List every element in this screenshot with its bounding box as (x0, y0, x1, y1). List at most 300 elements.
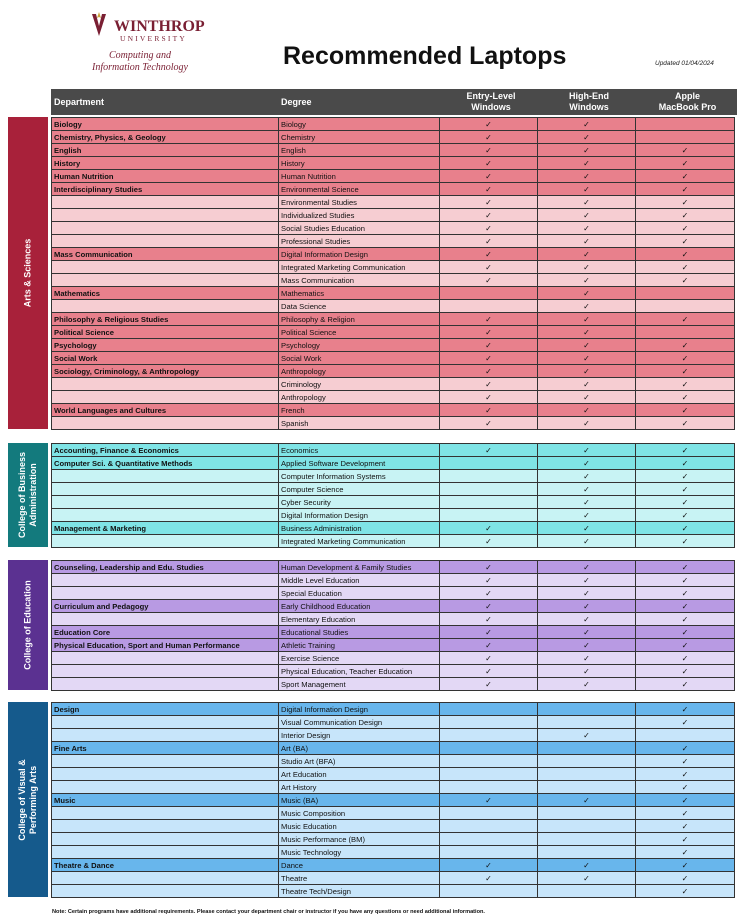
college-name-line2: Administration (28, 463, 38, 527)
check-icon: ✓ (681, 275, 689, 285)
entry-level-windows-cell (440, 144, 538, 157)
high-end-windows-cell (538, 833, 636, 846)
table-row (52, 665, 735, 678)
high-end-windows-cell (538, 326, 636, 339)
check-icon: ✓ (583, 392, 590, 402)
degree-cell: Cyber Security (279, 496, 440, 509)
check-icon: ✓ (681, 536, 689, 546)
department-cell (52, 235, 279, 248)
entry-level-windows-cell (440, 235, 538, 248)
high-end-windows-cell (538, 483, 636, 496)
degree-cell: Computer Information Systems (279, 470, 440, 483)
apple-macbook-pro-cell (636, 157, 735, 170)
entry-level-windows-cell (440, 522, 538, 535)
check-icon: ✓ (681, 262, 689, 272)
high-end-windows-cell (538, 496, 636, 509)
entry-level-windows-cell (440, 170, 538, 183)
department-cell (52, 483, 279, 496)
entry-level-windows-cell (440, 209, 538, 222)
check-icon: ✓ (681, 704, 689, 714)
table-row (52, 391, 735, 404)
department-cell: Chemistry, Physics, & Geology (52, 131, 279, 144)
department-cell (52, 885, 279, 898)
check-icon: ✓ (681, 210, 689, 220)
apple-macbook-pro-cell (636, 703, 735, 716)
check-icon: ✓ (583, 614, 590, 624)
department-cell: World Languages and Cultures (52, 404, 279, 417)
college-name: College of Education (22, 580, 33, 670)
check-icon: ✓ (681, 640, 689, 650)
apple-macbook-pro-cell (636, 352, 735, 365)
degree-cell: Art Education (279, 768, 440, 781)
degree-cell: Psychology (279, 339, 440, 352)
check-icon: ✓ (485, 562, 492, 572)
apple-macbook-pro-cell (636, 235, 735, 248)
check-icon: ✓ (681, 666, 689, 676)
degree-cell: Elementary Education (279, 613, 440, 626)
department-cell: Music (52, 794, 279, 807)
check-icon: ✓ (681, 418, 689, 428)
degree-cell: Music (BA) (279, 794, 440, 807)
department-cell (52, 872, 279, 885)
check-icon: ✓ (583, 679, 590, 689)
department-cell: Philosophy & Religious Studies (52, 313, 279, 326)
apple-macbook-pro-cell (636, 768, 735, 781)
department-cell (52, 535, 279, 548)
entry-level-windows-cell (440, 561, 538, 574)
table-row (52, 859, 735, 872)
department-cell: Interdisciplinary Studies (52, 183, 279, 196)
department-cell (52, 574, 279, 587)
entry-level-windows-cell (440, 417, 538, 430)
college-table (51, 560, 735, 691)
table-row (52, 652, 735, 665)
high-end-windows-cell (538, 652, 636, 665)
degree-cell: Applied Software Development (279, 457, 440, 470)
updated-date: Updated 01/04/2024 (655, 60, 714, 67)
table-row (52, 872, 735, 885)
check-icon: ✓ (583, 353, 590, 363)
entry-level-windows-cell (440, 807, 538, 820)
degree-cell: Music Performance (BM) (279, 833, 440, 846)
check-icon: ✓ (485, 145, 492, 155)
check-icon: ✓ (681, 405, 689, 415)
entry-level-windows-cell (440, 391, 538, 404)
degree-cell: Digital Information Design (279, 509, 440, 522)
logo-subtitle-line1: Computing and (109, 50, 171, 61)
entry-level-windows-cell (440, 509, 538, 522)
check-icon: ✓ (485, 666, 492, 676)
department-cell: Accounting, Finance & Economics (52, 444, 279, 457)
entry-level-windows-cell (440, 131, 538, 144)
table-row (52, 444, 735, 457)
apple-macbook-pro-cell (636, 600, 735, 613)
entry-level-windows-cell (440, 300, 538, 313)
check-icon: ✓ (681, 847, 689, 857)
check-icon: ✓ (681, 808, 689, 818)
high-end-windows-cell (538, 626, 636, 639)
apple-macbook-pro-cell (636, 378, 735, 391)
check-icon: ✓ (583, 523, 590, 533)
apple-macbook-pro-cell (636, 678, 735, 691)
check-icon: ✓ (681, 523, 689, 533)
check-icon: ✓ (583, 873, 590, 883)
college-band (8, 560, 48, 690)
department-cell (52, 391, 279, 404)
high-end-windows-cell (538, 613, 636, 626)
degree-cell: Philosophy & Religion (279, 313, 440, 326)
department-cell (52, 417, 279, 430)
degree-cell: Art (BA) (279, 742, 440, 755)
table-row (52, 457, 735, 470)
high-end-windows-cell (538, 781, 636, 794)
high-end-windows-cell (538, 339, 636, 352)
check-icon: ✓ (681, 145, 689, 155)
table-row (52, 535, 735, 548)
department-cell: English (52, 144, 279, 157)
check-icon: ✓ (583, 288, 590, 298)
degree-cell: Social Work (279, 352, 440, 365)
table-row (52, 157, 735, 170)
department-cell: Curriculum and Pedagogy (52, 600, 279, 613)
high-end-windows-cell (538, 157, 636, 170)
apple-macbook-pro-cell (636, 716, 735, 729)
degree-cell: Music Education (279, 820, 440, 833)
apple-macbook-pro-cell (636, 144, 735, 157)
check-icon: ✓ (681, 158, 689, 168)
high-end-windows-cell (538, 365, 636, 378)
logo-subtitle-line2: Information Technology (91, 62, 188, 73)
check-icon: ✓ (583, 510, 590, 520)
entry-level-windows-cell (440, 365, 538, 378)
entry-level-windows-cell (440, 483, 538, 496)
check-icon: ✓ (485, 158, 492, 168)
apple-macbook-pro-cell (636, 404, 735, 417)
high-end-windows-cell (538, 222, 636, 235)
check-icon: ✓ (583, 275, 590, 285)
degree-cell: Anthropology (279, 391, 440, 404)
high-end-windows-cell (538, 417, 636, 430)
check-icon: ✓ (681, 249, 689, 259)
check-icon: ✓ (485, 536, 492, 546)
high-end-windows-cell (538, 248, 636, 261)
check-icon: ✓ (681, 886, 689, 896)
high-end-windows-cell (538, 196, 636, 209)
department-cell (52, 665, 279, 678)
entry-level-windows-cell (440, 261, 538, 274)
apple-macbook-pro-cell (636, 820, 735, 833)
high-end-windows-cell (538, 170, 636, 183)
table-row (52, 820, 735, 833)
college-band (8, 702, 48, 897)
column-header-entry-line1: Entry-Level (466, 91, 516, 101)
entry-level-windows-cell (440, 872, 538, 885)
check-icon: ✓ (485, 640, 492, 650)
degree-cell: Middle Level Education (279, 574, 440, 587)
department-cell (52, 781, 279, 794)
check-icon: ✓ (681, 575, 689, 585)
department-cell (52, 196, 279, 209)
high-end-windows-cell (538, 755, 636, 768)
degree-cell: Early Childhood Education (279, 600, 440, 613)
table-header (51, 89, 737, 115)
check-icon: ✓ (583, 327, 590, 337)
apple-macbook-pro-cell (636, 807, 735, 820)
department-cell (52, 729, 279, 742)
check-icon: ✓ (583, 301, 590, 311)
check-icon: ✓ (681, 392, 689, 402)
entry-level-windows-cell (440, 222, 538, 235)
table-row (52, 183, 735, 196)
high-end-windows-cell (538, 457, 636, 470)
check-icon: ✓ (583, 458, 590, 468)
table-row (52, 483, 735, 496)
table-row (52, 118, 735, 131)
department-cell (52, 846, 279, 859)
high-end-windows-cell (538, 716, 636, 729)
apple-macbook-pro-cell (636, 522, 735, 535)
entry-level-windows-cell (440, 639, 538, 652)
degree-cell: Mass Communication (279, 274, 440, 287)
high-end-windows-cell (538, 859, 636, 872)
table-row (52, 626, 735, 639)
apple-macbook-pro-cell (636, 209, 735, 222)
entry-level-windows-cell (440, 820, 538, 833)
table-row (52, 144, 735, 157)
apple-macbook-pro-cell (636, 118, 735, 131)
table-row (52, 313, 735, 326)
check-icon: ✓ (583, 132, 590, 142)
table-row (52, 703, 735, 716)
apple-macbook-pro-cell (636, 131, 735, 144)
check-icon: ✓ (681, 445, 689, 455)
table-row (52, 807, 735, 820)
apple-macbook-pro-cell (636, 326, 735, 339)
apple-macbook-pro-cell (636, 365, 735, 378)
table-row (52, 209, 735, 222)
entry-level-windows-cell (440, 613, 538, 626)
apple-macbook-pro-cell (636, 339, 735, 352)
apple-macbook-pro-cell (636, 196, 735, 209)
column-header-high-line1: High-End (569, 91, 609, 101)
check-icon: ✓ (681, 184, 689, 194)
degree-cell: Exercise Science (279, 652, 440, 665)
department-cell: Physical Education, Sport and Human Performance (52, 639, 279, 652)
apple-macbook-pro-cell (636, 274, 735, 287)
high-end-windows-cell (538, 261, 636, 274)
department-cell: Theatre & Dance (52, 859, 279, 872)
high-end-windows-cell (538, 600, 636, 613)
apple-macbook-pro-cell (636, 300, 735, 313)
high-end-windows-cell (538, 144, 636, 157)
entry-level-windows-cell (440, 859, 538, 872)
check-icon: ✓ (583, 405, 590, 415)
entry-level-windows-cell (440, 755, 538, 768)
degree-cell: Integrated Marketing Communication (279, 261, 440, 274)
check-icon: ✓ (583, 653, 590, 663)
apple-macbook-pro-cell (636, 587, 735, 600)
department-cell (52, 768, 279, 781)
entry-level-windows-cell (440, 729, 538, 742)
check-icon: ✓ (485, 353, 492, 363)
entry-level-windows-cell (440, 457, 538, 470)
high-end-windows-cell (538, 794, 636, 807)
degree-cell: Music Technology (279, 846, 440, 859)
department-cell (52, 496, 279, 509)
degree-cell: Environmental Science (279, 183, 440, 196)
check-icon: ✓ (485, 223, 492, 233)
department-cell (52, 678, 279, 691)
check-icon: ✓ (681, 873, 689, 883)
degree-cell: Professional Studies (279, 235, 440, 248)
check-icon: ✓ (485, 614, 492, 624)
check-icon: ✓ (583, 497, 590, 507)
check-icon: ✓ (583, 197, 590, 207)
table-row (52, 574, 735, 587)
table-row (52, 742, 735, 755)
check-icon: ✓ (681, 484, 689, 494)
check-icon: ✓ (681, 782, 689, 792)
degree-cell: Digital Information Design (279, 248, 440, 261)
table-row (52, 639, 735, 652)
entry-level-windows-cell (440, 313, 538, 326)
apple-macbook-pro-cell (636, 859, 735, 872)
high-end-windows-cell (538, 444, 636, 457)
high-end-windows-cell (538, 678, 636, 691)
apple-macbook-pro-cell (636, 287, 735, 300)
high-end-windows-cell (538, 587, 636, 600)
department-cell: Sociology, Criminology, & Anthropology (52, 365, 279, 378)
entry-level-windows-cell (440, 587, 538, 600)
department-cell (52, 509, 279, 522)
apple-macbook-pro-cell (636, 781, 735, 794)
high-end-windows-cell (538, 470, 636, 483)
check-icon: ✓ (583, 145, 590, 155)
table-row (52, 885, 735, 898)
column-header-apple-line1: Apple (674, 91, 700, 101)
check-icon: ✓ (583, 666, 590, 676)
check-icon: ✓ (485, 627, 492, 637)
department-cell (52, 716, 279, 729)
check-icon: ✓ (681, 236, 689, 246)
high-end-windows-cell (538, 509, 636, 522)
entry-level-windows-cell (440, 535, 538, 548)
table-row (52, 261, 735, 274)
department-cell (52, 300, 279, 313)
high-end-windows-cell (538, 391, 636, 404)
check-icon: ✓ (485, 132, 492, 142)
entry-level-windows-cell (440, 352, 538, 365)
entry-level-windows-cell (440, 665, 538, 678)
check-icon: ✓ (485, 379, 492, 389)
table-row (52, 470, 735, 483)
check-icon: ✓ (485, 314, 492, 324)
high-end-windows-cell (538, 404, 636, 417)
entry-level-windows-cell (440, 287, 538, 300)
degree-cell: Special Education (279, 587, 440, 600)
high-end-windows-cell (538, 846, 636, 859)
degree-cell: English (279, 144, 440, 157)
check-icon: ✓ (681, 510, 689, 520)
check-icon: ✓ (583, 158, 590, 168)
entry-level-windows-cell (440, 470, 538, 483)
entry-level-windows-cell (440, 794, 538, 807)
apple-macbook-pro-cell (636, 261, 735, 274)
entry-level-windows-cell (440, 196, 538, 209)
department-cell (52, 222, 279, 235)
check-icon: ✓ (583, 588, 590, 598)
high-end-windows-cell (538, 807, 636, 820)
apple-macbook-pro-cell (636, 794, 735, 807)
apple-macbook-pro-cell (636, 665, 735, 678)
degree-cell: Anthropology (279, 365, 440, 378)
department-cell (52, 587, 279, 600)
high-end-windows-cell (538, 639, 636, 652)
college-name (17, 759, 39, 840)
entry-level-windows-cell (440, 678, 538, 691)
apple-macbook-pro-cell (636, 170, 735, 183)
apple-macbook-pro-cell (636, 755, 735, 768)
table-row (52, 522, 735, 535)
department-cell: Counseling, Leadership and Edu. Studies (52, 561, 279, 574)
apple-macbook-pro-cell (636, 729, 735, 742)
apple-macbook-pro-cell (636, 248, 735, 261)
column-header-apple-line2: MacBook Pro (658, 102, 717, 112)
high-end-windows-cell (538, 703, 636, 716)
check-icon: ✓ (485, 795, 492, 805)
degree-cell: Physical Education, Teacher Education (279, 665, 440, 678)
winthrop-crest-icon (90, 12, 108, 38)
college-name-line2: Performing Arts (28, 765, 38, 834)
college-name (17, 452, 39, 538)
check-icon: ✓ (485, 119, 492, 129)
degree-cell: French (279, 404, 440, 417)
winthrop-logo (84, 8, 204, 78)
college-table (51, 702, 735, 898)
check-icon: ✓ (583, 484, 590, 494)
check-icon: ✓ (485, 445, 492, 455)
check-icon: ✓ (485, 197, 492, 207)
department-cell: Mass Communication (52, 248, 279, 261)
check-icon: ✓ (583, 236, 590, 246)
check-icon: ✓ (583, 366, 590, 376)
check-icon: ✓ (583, 314, 590, 324)
check-icon: ✓ (485, 523, 492, 533)
check-icon: ✓ (583, 730, 590, 740)
check-icon: ✓ (485, 405, 492, 415)
apple-macbook-pro-cell (636, 872, 735, 885)
entry-level-windows-cell (440, 768, 538, 781)
department-cell: Design (52, 703, 279, 716)
entry-level-windows-cell (440, 378, 538, 391)
check-icon: ✓ (583, 575, 590, 585)
check-icon: ✓ (583, 445, 590, 455)
table-row (52, 352, 735, 365)
department-cell (52, 613, 279, 626)
table-row (52, 613, 735, 626)
degree-cell: Studio Art (BFA) (279, 755, 440, 768)
degree-cell: Political Science (279, 326, 440, 339)
apple-macbook-pro-cell (636, 444, 735, 457)
logo-university: UNIVERSITY (120, 34, 187, 43)
apple-macbook-pro-cell (636, 574, 735, 587)
degree-cell: Theatre (279, 872, 440, 885)
table-row (52, 587, 735, 600)
degree-cell: Sport Management (279, 678, 440, 691)
department-cell: Computer Sci. & Quantitative Methods (52, 457, 279, 470)
degree-cell: Computer Science (279, 483, 440, 496)
degree-cell: Human Development & Family Studies (279, 561, 440, 574)
